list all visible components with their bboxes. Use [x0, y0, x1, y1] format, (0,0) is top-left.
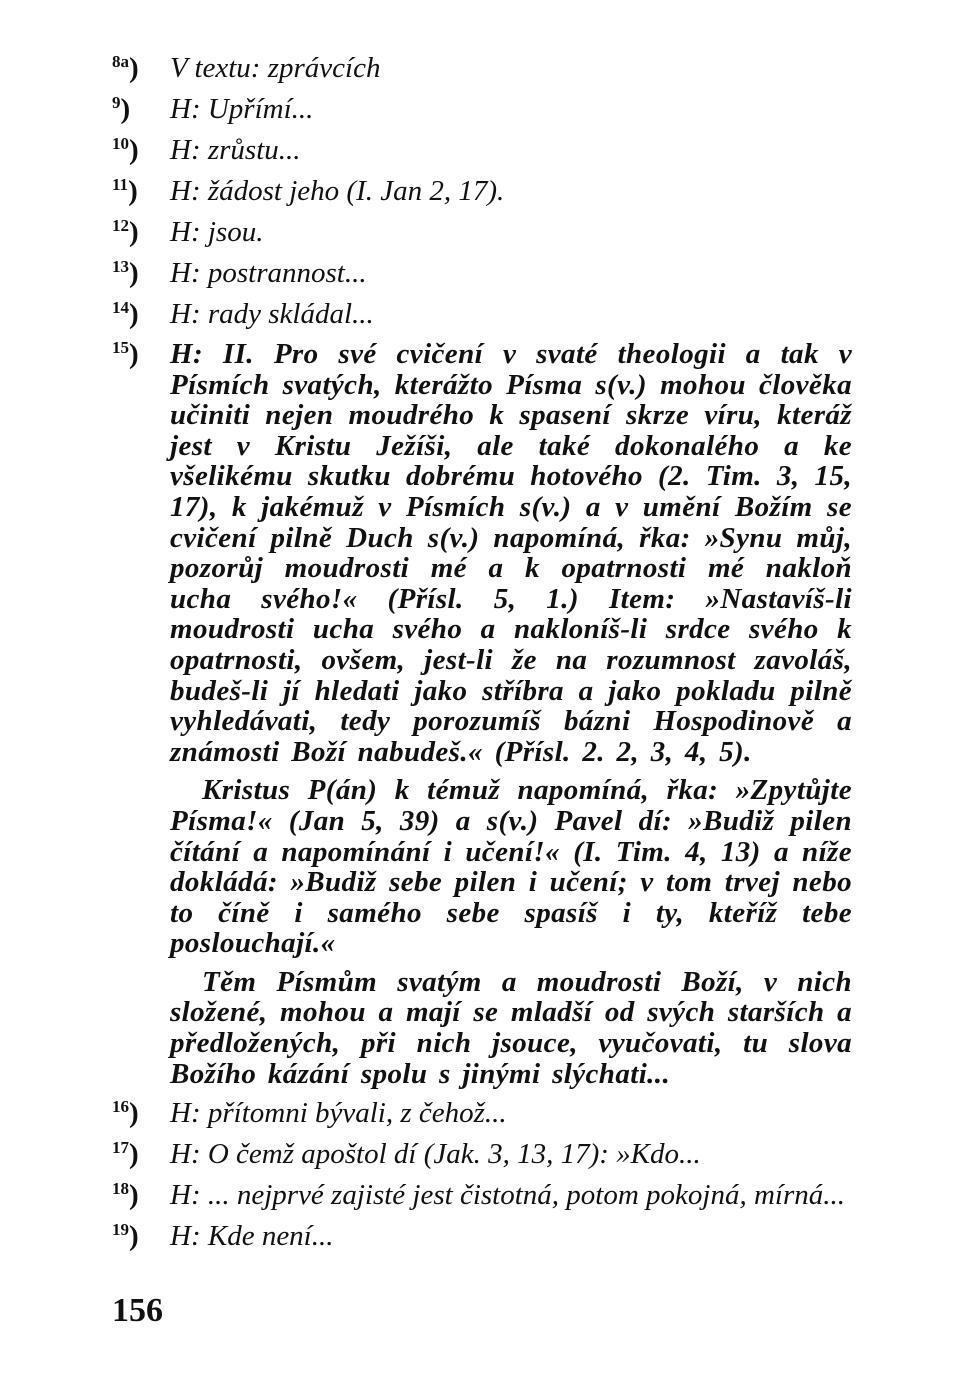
footnote-number: $^{11}$)	[112, 175, 138, 207]
footnote-18	[112, 1179, 852, 1212]
footnote-14	[112, 298, 852, 331]
footnote-15	[112, 339, 852, 1089]
footnote-text: H: žádost jeho (I. Jan 2, 17).	[170, 175, 505, 207]
footnote-text: H: jsou.	[170, 216, 264, 248]
footnotes-list	[112, 52, 852, 1261]
footnote-text: H: postrannost...	[170, 257, 367, 289]
footnote-number: $^{16}$)	[112, 1097, 139, 1130]
footnote-paragraph: Těm Písmům svatým a moudrosti Boží, v nich složené, mohou a mají se mladší od svých starších a předložených, při nich jsouce, vyučovati, tu slova Božího kázání spolu s jinými slýchati...	[170, 965, 852, 1090]
footnote-number: $^{17}$)	[112, 1138, 139, 1171]
footnote-number: $^{18}$)	[112, 1179, 139, 1212]
footnote-number: $^{19}$)	[112, 1220, 139, 1253]
footnote-9	[112, 93, 852, 126]
footnote-text: H: O čemž apoštol dí (Jak. 3, 13, 17): »Kdo...	[170, 1138, 701, 1171]
page-number: 156	[112, 1292, 163, 1329]
footnote-text: H: Kde není...	[170, 1220, 334, 1253]
footnote-number: $^9$)	[112, 93, 131, 125]
footnote-8a	[112, 52, 852, 85]
footnote-text: H: rady skládal...	[170, 298, 374, 330]
footnote-12	[112, 216, 852, 249]
footnote-text: V textu: zprávcích	[170, 52, 381, 84]
footnote-13	[112, 257, 852, 290]
footnote-text: H: přítomni bývali, z čehož...	[170, 1097, 507, 1130]
footnote-number: $^{14}$)	[112, 298, 139, 330]
footnote-text: H: Upřímí...	[170, 93, 314, 125]
footnote-number: $^{15}$)	[112, 338, 139, 370]
footnote-number: $^{10}$)	[112, 134, 139, 166]
footnote-text: H: II. Pro své cvičení v svaté theologii a tak v Písmích svatých, kterážto Písma s(v.) mohou člověka učiniti nejen moudrého k spasení skrze víru, kteráž jest v Kristu Ježíši, ale také dokonalého a ke všelikému skutku dobrému hotového (2. Tim. 3, 15, 17), k jakémuž v Písmích s(v.) a v umění Božím se cvičení pilně Duch s(v.) napomíná, řka: »Synu můj, pozorůj moudrosti mé a k opatrnosti mé nakloň ucha svého!« (Přísl. 5, 1.) Item: »Nastavíš-li moudrosti ucha svého a nakloníš-li srdce svého k opatrnosti, ovšem, jest-li že na rozumnost zavoláš, budeš-li jí hledati jako stříbra a jako pokladu pilně vyhledávati, tedy porozumíš bázni Hospodinově a známosti Boží nabudeš.« (Přísl. 2. 2, 3, 4, 5).	[170, 338, 852, 768]
footnote-16	[112, 1097, 852, 1130]
footnote-paragraph: Kristus P(án) k témuž napomíná, řka: »Zpytůjte Písma!« (Jan 5, 39) a s(v.) Pavel dí: »Budiž pilen čítání a napomínání i učení!« (I. Tim. 4, 13) a níže dokládá: »Budiž sebe pilen i učení; v tom trvej nebo to číně i samého sebe spasíš i ty, kteříž tebe poslouchají.«	[170, 774, 852, 960]
footnote-17	[112, 1138, 852, 1171]
footnote-19	[112, 1220, 852, 1253]
footnote-number: $^{13}$)	[112, 257, 139, 289]
footnote-text: H: zrůstu...	[170, 134, 301, 166]
footnote-11	[112, 175, 852, 208]
footnote-number: $^{8a}$)	[112, 52, 139, 84]
footnote-10	[112, 134, 852, 167]
footnote-number: $^{12}$)	[112, 216, 139, 248]
footnote-text: H: ... nejprvé zajisté jest čistotná, potom pokojná, mírná...	[170, 1179, 845, 1212]
